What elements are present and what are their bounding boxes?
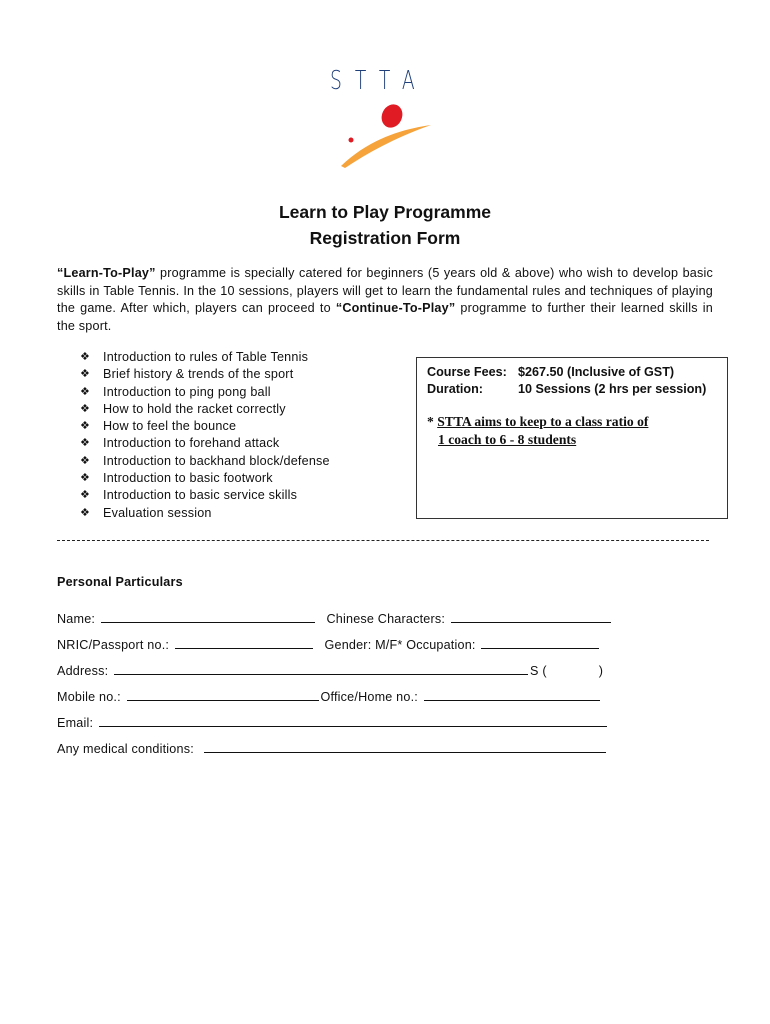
logo-red-ball xyxy=(378,101,406,131)
list-item-label: Introduction to ping pong ball xyxy=(103,384,271,399)
intro-text-2: programme to further their learned skills in the sport. xyxy=(57,301,713,333)
asterisk: * xyxy=(427,414,438,429)
curriculum-list xyxy=(80,349,330,522)
email-field[interactable] xyxy=(99,714,607,727)
diamond-bullet-icon: ❖ xyxy=(80,385,91,398)
office-home-label: Office/Home no.: xyxy=(320,690,418,704)
nric-field[interactable] xyxy=(175,636,313,649)
occupation-label: Occupation: xyxy=(406,638,476,652)
nric-label: NRIC/Passport no.: xyxy=(57,638,170,652)
note-line-2: 1 coach to 6 - 8 students xyxy=(438,432,577,447)
dashed-divider xyxy=(57,540,709,541)
email-label: Email: xyxy=(57,716,94,730)
title-line-2: Registration Form xyxy=(309,228,461,248)
logo-orange-swoosh xyxy=(341,125,431,168)
course-fee-box xyxy=(416,357,728,519)
intro-paragraph xyxy=(57,265,713,335)
stta-logo-text: STTA xyxy=(330,66,428,96)
list-item-label: Brief history & trends of the sport xyxy=(103,367,294,382)
list-item-label: Introduction to basic footwork xyxy=(103,471,273,486)
class-ratio-note xyxy=(427,413,648,449)
gender-label: Gender: M/F* xyxy=(324,638,403,652)
medical-conditions-label: Any medical conditions: xyxy=(57,742,194,756)
name-row xyxy=(57,610,613,626)
mobile-field[interactable] xyxy=(127,688,319,701)
list-item-label: How to feel the bounce xyxy=(103,419,237,434)
intro-lead-bold: “Learn-To-Play” xyxy=(57,266,156,280)
name-field[interactable] xyxy=(101,610,315,623)
list-item-label: Introduction to forehand attack xyxy=(103,436,280,451)
chinese-characters-field[interactable] xyxy=(451,610,611,623)
list-item-label: How to hold the racket correctly xyxy=(103,401,286,416)
intro-text-1: programme is specially catered for beginners (5 years old & above) who wish to develop basic skills in Table Tennis. In the 10 sessions, players will get to learn the fundamental rules and techniques of playing the game. After which, players can proceed to xyxy=(57,266,713,315)
diamond-bullet-icon: ❖ xyxy=(80,351,91,363)
note-line-1: STTA aims to keep to a class ratio of xyxy=(437,414,649,429)
occupation-field[interactable] xyxy=(481,636,599,649)
personal-particulars-title: Personal Particulars xyxy=(57,575,183,589)
list-item xyxy=(80,366,330,383)
duration-value: 10 Sessions (2 hrs per session) xyxy=(518,382,707,396)
diamond-bullet-icon: ❖ xyxy=(80,402,91,415)
postal-suffix: ) xyxy=(598,664,604,678)
list-item xyxy=(80,435,330,452)
diamond-bullet-icon: ❖ xyxy=(80,437,91,450)
list-item xyxy=(80,470,330,487)
logo-red-dot xyxy=(349,138,354,143)
course-fee-value: $267.50 (Inclusive of GST) xyxy=(518,365,675,379)
stta-logo-icon xyxy=(335,98,435,170)
course-fee-label: Course Fees: xyxy=(427,365,507,379)
mobile-label: Mobile no.: xyxy=(57,690,121,704)
diamond-bullet-icon: ❖ xyxy=(80,472,91,485)
list-item xyxy=(80,487,330,504)
diamond-bullet-icon: ❖ xyxy=(80,506,91,519)
list-item xyxy=(80,401,330,418)
list-item xyxy=(80,505,330,522)
diamond-bullet-icon: ❖ xyxy=(80,489,91,502)
list-item-label: Evaluation session xyxy=(103,505,212,520)
diamond-bullet-icon: ❖ xyxy=(80,454,91,467)
phone-row xyxy=(57,688,602,704)
address-field[interactable] xyxy=(114,662,528,675)
duration-row xyxy=(427,382,706,396)
office-home-field[interactable] xyxy=(424,688,600,701)
medical-row xyxy=(57,740,608,756)
list-item-label: Introduction to rules of Table Tennis xyxy=(103,350,309,364)
list-item-label: Introduction to basic service skills xyxy=(103,488,298,503)
form-title xyxy=(0,199,770,251)
list-item xyxy=(80,384,330,401)
diamond-bullet-icon: ❖ xyxy=(80,420,91,433)
email-row xyxy=(57,714,609,730)
chinese-characters-label: Chinese Characters: xyxy=(326,612,446,626)
list-item xyxy=(80,349,330,366)
address-label: Address: xyxy=(57,664,109,678)
course-fee-row xyxy=(427,365,674,379)
intro-mid-bold: “Continue-To-Play” xyxy=(335,301,456,315)
list-item xyxy=(80,418,330,435)
name-label: Name: xyxy=(57,612,96,626)
diamond-bullet-icon: ❖ xyxy=(80,368,91,381)
list-item xyxy=(80,453,330,470)
title-line-1: Learn to Play Programme xyxy=(278,202,492,222)
medical-conditions-field[interactable] xyxy=(204,740,606,753)
nric-row xyxy=(57,636,601,652)
list-item-label: Introduction to backhand block/defense xyxy=(103,453,330,468)
postal-prefix: S ( xyxy=(530,664,547,678)
address-row xyxy=(57,662,603,678)
duration-label: Duration: xyxy=(427,382,483,396)
